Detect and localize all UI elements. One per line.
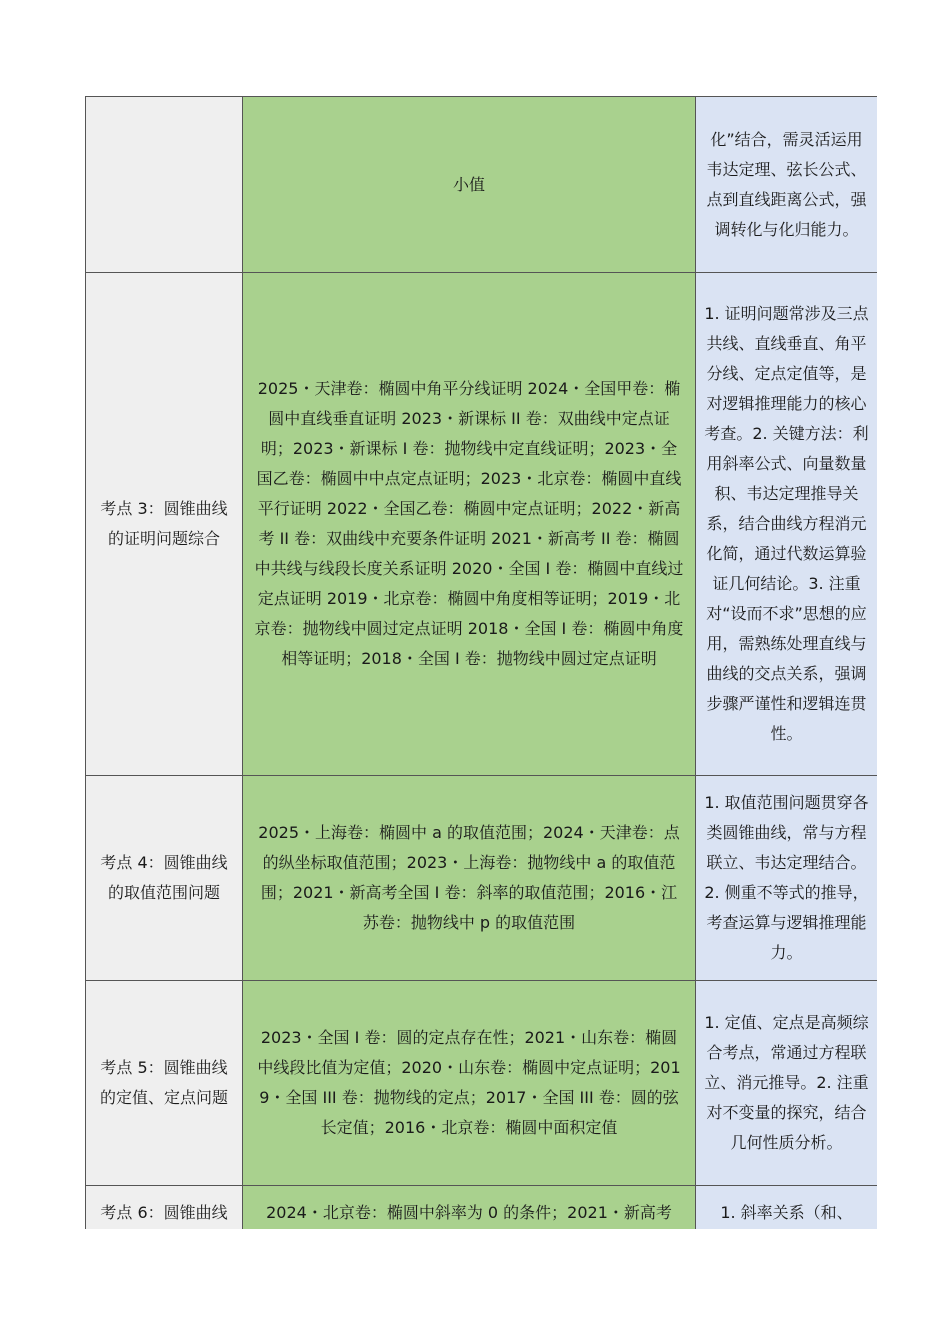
table-row	[86, 776, 878, 981]
papers-cell	[243, 1186, 696, 1230]
topic-text: 考点 5：圆锥曲线的定值、定点问题	[99, 1058, 228, 1107]
topic-text: 考点 4：圆锥曲线的取值范围问题	[100, 853, 228, 902]
papers-cell	[243, 97, 696, 273]
table-row	[86, 981, 878, 1186]
topic-cell	[86, 273, 243, 776]
topic-text: 考点 6：圆锥曲线	[100, 1203, 228, 1222]
table-row	[86, 273, 878, 776]
topic-cell	[86, 97, 243, 273]
table-row	[86, 1186, 878, 1230]
notes-cell	[696, 273, 878, 776]
notes-cell	[696, 97, 878, 273]
papers-text: 2025・上海卷：椭圆中 a 的取值范围；2024・天津卷：点的纵坐标取值范围；2023・上海卷：抛物线中 a 的取值范围；2021・新高考全国 I 卷：斜率的取值范围；2016・江苏卷：抛物线中 p 的取值范围	[258, 823, 680, 932]
papers-cell	[243, 776, 696, 981]
papers-text: 2025・天津卷：椭圆中角平分线证明 2024・全国甲卷：椭圆中直线垂直证明 2023・新课标 II 卷：双曲线中定点证明；2023・新课标 I 卷：抛物线中定直线证明；2023・全国乙卷：椭圆中中点定点证明；2023・北京卷：椭圆中直线平行证明 2022・全国乙卷：椭圆中定点证明；2022・新高考 II 卷：双曲线中充要条件证明 2021・新高考 II 卷：椭圆中共线与线段长度关系证明 2020・全国 I 卷：椭圆中直线过定点证明 2019・北京卷：椭圆中角度相等证明；2019・北京卷：抛物线中圆过定点证明 2018・全国 I 卷：椭圆中角度相等证明；2018・全国 I 卷：抛物线中圆过定点证明	[254, 379, 684, 668]
topic-text: 考点 3：圆锥曲线的证明问题综合	[100, 499, 228, 548]
notes-text: 1. 定值、定点是高频综合考点，常通过方程联立、消元推导。2. 注重对不变量的探究，结合几何性质分析。	[704, 1013, 869, 1152]
notes-cell	[696, 1186, 878, 1230]
notes-text: 化”结合，需灵活运用韦达定理、弦长公式、点到直线距离公式，强调转化与化归能力。	[706, 129, 867, 239]
table-page	[85, 96, 877, 1229]
notes-cell	[696, 776, 878, 981]
table-row	[86, 97, 878, 273]
exam-topic-table	[85, 96, 877, 1229]
papers-cell	[243, 273, 696, 776]
papers-text: 小值	[452, 174, 485, 194]
topic-cell	[86, 1186, 243, 1230]
papers-text: 2023・全国 I 卷：圆的定点存在性；2021・山东卷：椭圆中线段比值为定值；2020・山东卷：椭圆中定点证明；2019・全国 III 卷：抛物线的定点；2017・全国 III 卷：圆的弦长定值；2016・北京卷：椭圆中面积定值	[257, 1028, 681, 1137]
topic-cell	[86, 776, 243, 981]
notes-text: 1. 取值范围问题贯穿各类圆锥曲线，常与方程联立、韦达定理结合。2. 侧重不等式的推导，考查运算与逻辑推理能力。	[704, 793, 869, 962]
notes-text: 1. 斜率关系（和、	[720, 1203, 853, 1222]
topic-cell	[86, 981, 243, 1186]
papers-text: 2024・北京卷：椭圆中斜率为 0 的条件；2021・新高考	[266, 1203, 672, 1222]
notes-text: 1. 证明问题常涉及三点共线、直线垂直、角平分线、定点定值等，是对逻辑推理能力的核心考查。2. 关键方法：利用斜率公式、向量数量积、韦达定理推导关系，结合曲线方程消元化简，通过代数运算验证几何结论。3. 注重对“设而不求”思想的应用，需熟练处理直线与曲线的交点关系，强调步骤严谨性和逻辑连贯性。	[704, 304, 869, 743]
notes-cell	[696, 981, 878, 1186]
papers-cell	[243, 981, 696, 1186]
